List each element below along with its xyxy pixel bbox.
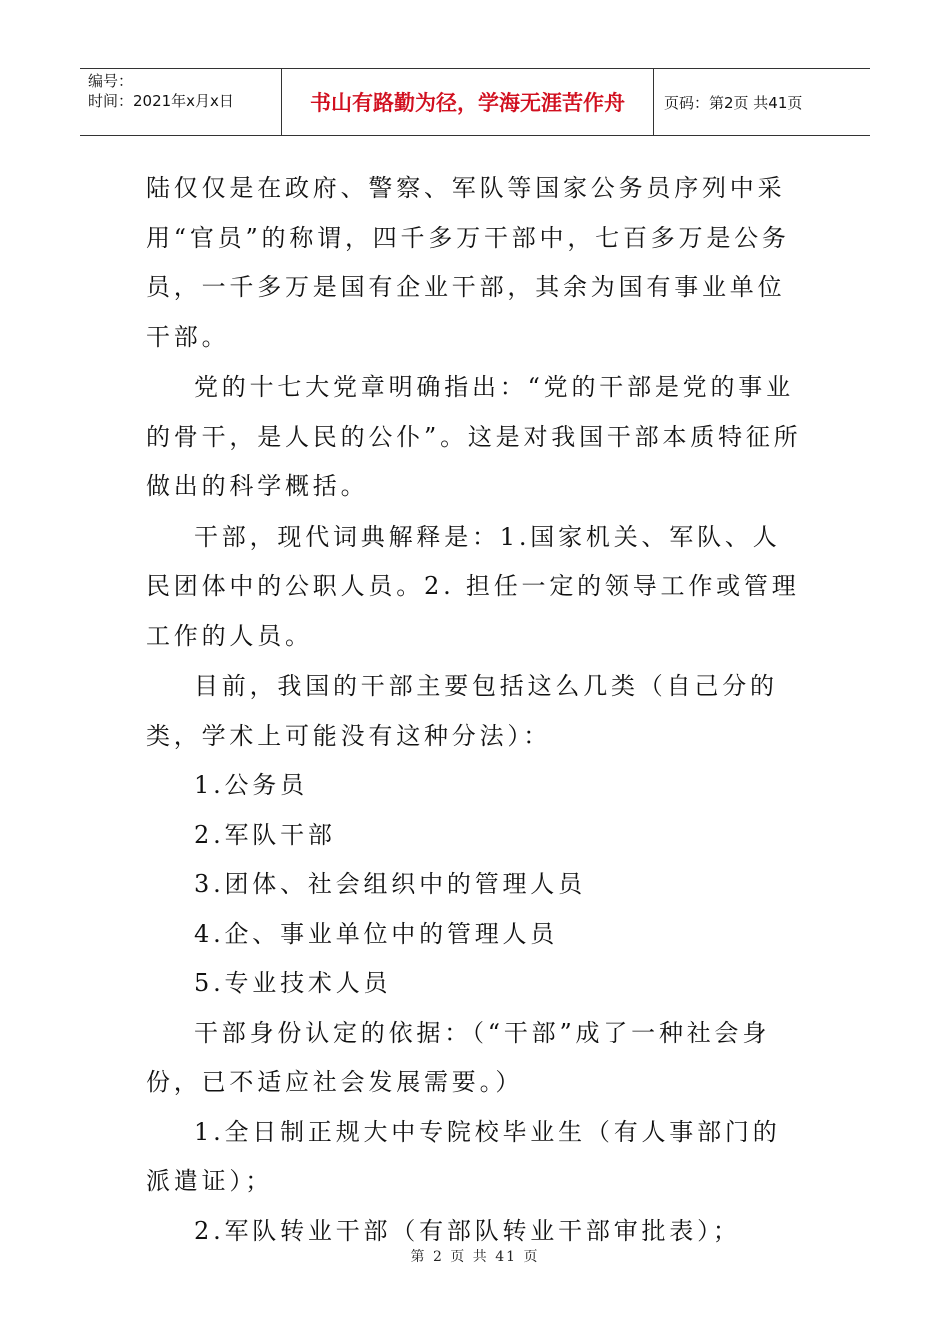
paragraph: 目前，我国的干部主要包括这么几类（自己分的类，学术上可能没有这种分法）：: [146, 672, 778, 750]
document-body: [146, 164, 808, 1256]
list-item: 5.专业技术人员: [194, 969, 392, 997]
list-item: 1.公务员: [194, 771, 308, 799]
paragraph: 干部身份认定的依据：（“干部”成了一种社会身份，已不适应社会发展需要。）: [146, 1018, 771, 1096]
page-footer: 第 2 页 共 41 页: [410, 1249, 540, 1265]
list-item: 3.团体、社会组织中的管理人员: [194, 870, 586, 898]
header-page-info: 页码：第2页 共41页: [664, 93, 803, 112]
header-motto: 书山有路勤为径，学海无涯苦作舟: [282, 69, 654, 135]
paragraph: 干部，现代词典解释是：1.国家机关、军队、人民团体中的公职人员。2. 担任一定的领导工作或管理工作的人员。: [146, 522, 800, 650]
code-label: 编号：: [88, 72, 134, 90]
page-header: [80, 68, 870, 136]
paragraph: 党的十七大党章明确指出：“党的干部是党的事业的骨干，是人民的公仆”。这是对我国干部本质特征所做出的科学概括。: [146, 373, 802, 500]
list-item: 2.军队干部: [194, 820, 336, 849]
header-meta: [80, 69, 282, 135]
list-item: 4.企、事业单位中的管理人员: [194, 919, 559, 948]
list-item: 2.军队转业干部（有部队转业干部审批表）；: [194, 1216, 741, 1245]
paragraph: 陆仅仅是在政府、警察、军队等国家公务员序列中采用“官员”的称谓，四千多万干部中，七百多万是公务员，一千多万是国有企业干部，其余为国有事业单位干部。: [146, 174, 790, 351]
list-item: 1.全日制正规大中专院校毕业生（有人事部门的派遣证）；: [146, 1117, 781, 1195]
date-label: 时间：2021年x月x日: [88, 92, 234, 110]
